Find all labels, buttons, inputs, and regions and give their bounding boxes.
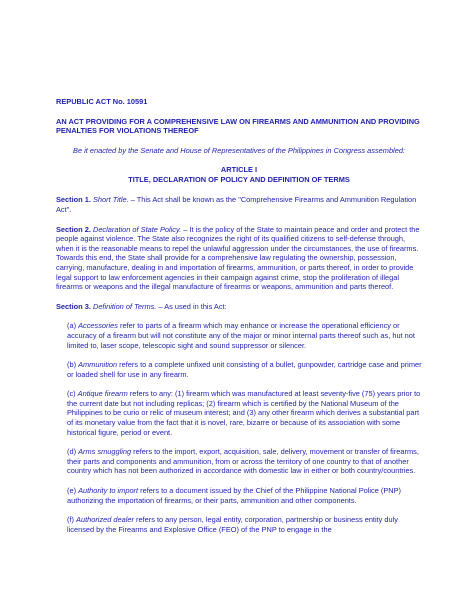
act-number: REPUBLIC ACT No. 10591 [56, 97, 148, 106]
definition-text: refers to the import, export, acquisition, sale, delivery, movement or transfer of firearms, their parts and components and ammunition, from or across the territory of one country to that of another country which has not been authorized in accordance with domestic law in either or both country/countries. [67, 447, 419, 476]
section-label: Section 2. [56, 224, 91, 234]
definition-letter: (d) [67, 447, 79, 457]
definition-item [67, 515, 422, 534]
section-1 [56, 195, 422, 214]
definition-text: refers to any person, legal entity, corporation, partnership or business entity duly licensed by the Firearms and Explosive Office (FEO) of the PNP to engage in the [67, 515, 398, 534]
definition-letter: (a) [67, 321, 79, 331]
definition-term: Accessories [78, 321, 118, 331]
section-text: – As used in this Act: [156, 301, 227, 311]
definitions-list [56, 321, 422, 534]
section-text: – This Act shall be known as the "Comprehensive Firearms and Ammunition Regulation Act". [56, 195, 417, 214]
section-title: Declaration of State Policy. [92, 224, 182, 234]
article-number: ARTICLE I [220, 165, 258, 175]
definition-term: Antique firearm [77, 389, 128, 399]
article-heading [56, 165, 422, 185]
definition-item [67, 360, 422, 379]
definition-term: Arms smuggling [78, 447, 132, 457]
definition-text: refers to a document issued by the Chief of the Philippine National Police (PNP) authorizing the importation of firearms, or their parts, ammunition and other components. [67, 486, 401, 505]
definition-item [67, 447, 422, 476]
definition-letter: (f) [67, 515, 77, 525]
document-page [56, 97, 422, 544]
section-title: Definition of Terms. [92, 301, 157, 311]
enactment-clause: Be it enacted by the Senate and House of Representatives of the Philippines in Congress assembled: [73, 145, 405, 155]
definition-item [67, 321, 422, 350]
act-title: AN ACT PROVIDING FOR A COMPREHENSIVE LAW ON FIREARMS AND AMMUNITION AND PROVIDING PENALTIES FOR VIOLATIONS THEREOF [56, 116, 420, 136]
section-label: Section 1. [56, 195, 91, 205]
section-title: Short Title. [92, 195, 129, 205]
article-title: TITLE, DECLARATION OF POLICY AND DEFINITION OF TERMS [128, 175, 350, 185]
definition-letter: (c) [67, 389, 78, 399]
definition-text: refer to parts of a firearm which may enhance or increase the operational efficiency or accuracy of a firearm but will not constitute any of the major or minor internal parts thereof such as, hut not limited to, laser scope, telescopic sight and sound suppressor or silencer. [67, 321, 415, 350]
definition-term: Authority to import [78, 486, 139, 496]
definition-term: Ammunition [78, 360, 118, 370]
definition-letter: (e) [67, 486, 79, 496]
definition-item [67, 486, 422, 505]
definition-text: refers to any: (1) firearm which was manufactured at least seventy-five (75) years prior to the current date but not including replicas; (2) firearm which is certified by the National Museum of the Philippines to be curio or relic of museum interest; and (3) any other firearm which derives a substantial part of its monetary value from the fact that it is novel, rare, bizarre or because of its association with some historical figure, period or event. [67, 389, 421, 437]
section-3 [56, 302, 422, 312]
definition-item [67, 389, 422, 437]
definition-term: Authorized dealer [76, 515, 134, 525]
definition-letter: (b) [67, 360, 79, 370]
section-label: Section 3. [56, 301, 91, 311]
definition-text: refers to a complete unfixed unit consisting of a bullet, gunpowder, cartridge case and primer or loaded shell for use in any firearm. [67, 360, 422, 379]
section-2 [56, 225, 422, 292]
section-text: – It is the policy of the State to maintain peace and order and protect the people against violence. The State also recognizes the right of its qualified citizens to self-defense through, when it is the reasonable means to repel the unlawful aggression under the circumstances, the use of firearms. Towards this end, the State shall provide for a comprehensive law regulating the ownership, possession, carrying, manufacture, dealing in and importation of firearms, ammunition, or parts thereof, in order to provide legal support to law enforcement agencies in their campaign against crime, stop the proliferation of illegal firearms or weapons and the illegal manufacture of firearms or weapons, ammunition and parts thereof. [56, 224, 420, 292]
